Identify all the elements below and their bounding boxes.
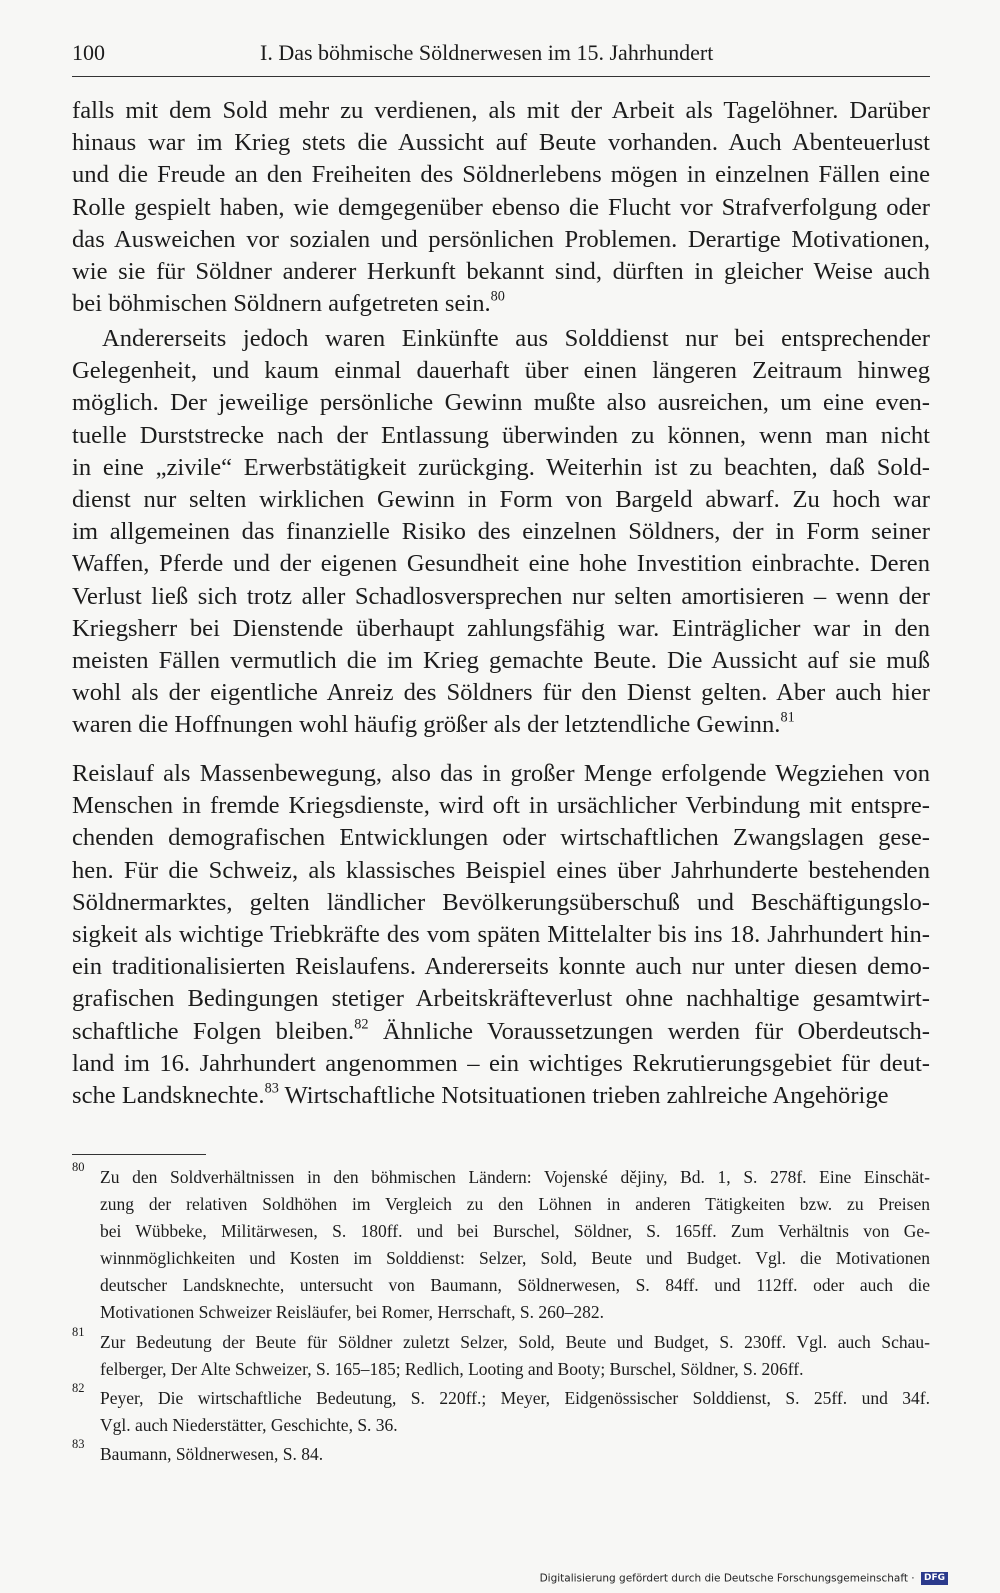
digitization-credit [540, 1572, 948, 1585]
text-line: wohl als der eigentliche Anreiz des Söldners für den Dienst gelten. Aber auch hier [72, 679, 930, 707]
footnote-line: winnmöglichkeiten und Kosten im Solddienst: Selzer, Sold, Beute und Budget. Vgl. die Motivationen [100, 1248, 930, 1268]
text-line: grafischen Bedingungen stetiger Arbeitskräfteverlust ohne nachhaltige gesamtwirt- [72, 985, 930, 1013]
text-line: schaftliche Folgen bleiben.$^{82}$ Ähnliche Voraussetzungen werden für Oberdeutsch- [72, 1015, 930, 1045]
dfg-logo: DFG [921, 1572, 948, 1585]
footnote [72, 1437, 930, 1468]
text-line: Waffen, Pferde und der eigenen Gesundheit eine hohe Investition einbrachte. Deren [72, 550, 930, 578]
text-line: sigkeit als wichtige Triebkräfte des vom späten Mittelalter bis ins 18. Jahrhundert hin- [72, 920, 930, 948]
text-line: hen. Für die Schweiz, als klassisches Beispiel eines über Jahrhunderte bestehenden [72, 856, 930, 884]
text-line: falls mit dem Sold mehr zu verdienen, als mit der Arbeit als Tagelöhner. Darüber [72, 97, 930, 124]
body-paragraph [72, 95, 930, 320]
text-line: sche Landsknechte.$^{83}$ Wirtschaftliche Notsituationen trieben zahlreiche Angehörige [72, 1080, 889, 1109]
text-line: meisten Fällen vermutlich die im Krieg gemachte Beute. Die Aussicht auf sie muß [72, 646, 930, 674]
text-line: im allgemeinen das finanzielle Risiko des einzelnen Söldners, der in Form seiner [72, 518, 930, 546]
text-line: möglich. Der jeweilige persönliche Gewinn mußte also ausreichen, um eine even- [72, 389, 930, 417]
header-rule [72, 76, 930, 77]
text-line: ein traditionalisierten Reislaufens. Andererseits konnte auch nur unter diesen demo- [72, 953, 930, 981]
footnote-line: Zu den Soldverhältnissen in den böhmischen Ländern: Vojenské dějiny, Bd. 1, S. 278f. Eine Einschät- [100, 1167, 930, 1187]
footnote-line: bei Wübbeke, Militärwesen, S. 180ff. und bei Burschel, Söldner, S. 165ff. Zum Verhältnis von Ge- [100, 1221, 930, 1241]
footnote-number: 80 [72, 1160, 85, 1174]
footnote-line: Motivationen Schweizer Reisläufer, bei Romer, Herrschaft, S. 260–282. [100, 1302, 605, 1322]
page-header [72, 40, 930, 70]
text-line: chenden demografischen Entwicklungen oder wirtschaftlichen Zwangslagen gese- [72, 824, 930, 852]
text-line: bei böhmischen Söldnern aufgetreten sein.$^{80}$ [72, 288, 505, 318]
text-line: Andererseits jedoch waren Einkünfte aus Solddienst nur bei entsprechender [102, 325, 930, 352]
text-line: waren die Hoffnungen wohl häufig größer als der letztendliche Gewinn.$^{81}$ [72, 709, 795, 739]
footnote-reference: 83 [264, 1080, 279, 1097]
text-line: und die Freude an den Freiheiten des Söldnerlebens mögen in einzelnen Fällen eine [72, 161, 930, 189]
text-line: wie sie für Söldner anderer Herkunft bekannt sind, dürften in gleicher Weise auch [72, 257, 930, 285]
text-line: Menschen in fremde Kriegsdienste, wird oft in ursächlicher Verbindung mit entspre- [72, 792, 930, 820]
footnote-line: Vgl. auch Niederstätter, Geschichte, S. 36. [100, 1415, 398, 1435]
footnote-line: Peyer, Die wirtschaftliche Bedeutung, S. 220ff.; Meyer, Eidgenössischer Solddienst, S. 25ff. und 34f. [100, 1388, 930, 1408]
footnote-line: Baumann, Söldnerwesen, S. 84. [100, 1444, 324, 1464]
text-line: Kriegsherr bei Dienstende überhaupt zahlungsfähig war. Einträglicher war in den [72, 614, 930, 642]
footnote-rule [72, 1154, 206, 1155]
footnote-number: 83 [72, 1437, 85, 1451]
footnote-line: deutscher Landsknechte, untersucht von Baumann, Söldnerwesen, S. 84ff. und 112ff. oder auch die [100, 1275, 930, 1295]
text-line: Söldnermarktes, gelten ländlicher Bevölkerungsüberschuß und Beschäftigungslo- [72, 888, 930, 916]
text-line: Rolle gespielt haben, wie demgegenüber ebenso die Flucht vor Strafverfolgung oder [72, 193, 930, 221]
footnote [72, 1160, 930, 1326]
footnote-line: Zur Bedeutung der Beute für Söldner zuletzt Selzer, Sold, Beute und Budget, S. 230ff. Vgl. auch Schau- [100, 1332, 930, 1352]
footnote-number: 82 [72, 1381, 85, 1395]
text-line: tuelle Durststrecke nach der Entlassung überwinden zu können, wenn man nicht [72, 421, 930, 449]
footnote-number: 81 [72, 1325, 85, 1339]
body-paragraph [72, 323, 930, 741]
text-line: Reislauf als Massenbewegung, also das in großer Menge erfolgende Wegziehen von [72, 760, 930, 787]
text-line: land im 16. Jahrhundert angenommen – ein wichtiges Rekrutierungsgebiet für deut- [72, 1049, 930, 1077]
text-line: in eine „zivile“ Erwerbstätigkeit zurückging. Weiterhin ist zu beachten, daß Sold- [72, 453, 930, 481]
footnote [72, 1381, 930, 1439]
page-number: 100 [72, 40, 105, 65]
text-line: hinaus war im Krieg stets die Aussicht auf Beute vorhanden. Auch Abenteuerlust [72, 129, 930, 157]
footnote-reference: 81 [780, 709, 795, 726]
credit-text: Digitalisierung gefördert durch die Deutsche Forschungsgemeinschaft · [539, 1572, 915, 1585]
text-line: das Ausweichen vor sozialen und persönlichen Problemen. Derartige Motivationen, [72, 225, 930, 253]
footnote [72, 1325, 930, 1383]
text-line: dienst nur selten wirklichen Gewinn in Form von Bargeld abwarf. Zu hoch war [72, 485, 930, 513]
footnote-reference: 82 [354, 1015, 369, 1032]
text-line: Verlust ließ sich trotz aller Schadlosversprechen nur selten amortisieren – wenn der [72, 582, 930, 610]
text-line: Gelegenheit, und kaum einmal dauerhaft über einen längeren Zeitraum hinweg [72, 357, 930, 385]
running-head: I. Das böhmische Söldnerwesen im 15. Jahrhundert [260, 40, 714, 65]
footnote-line: felberger, Der Alte Schweizer, S. 165–185; Redlich, Looting and Booty; Burschel, Söldner, S. 206ff. [100, 1359, 804, 1379]
footnote-line: zung der relativen Soldhöhen im Vergleich zu den Löhnen in anderen Tätigkeiten bzw. zu Preisen [100, 1194, 930, 1214]
body-paragraph [72, 758, 930, 1112]
footnote-reference: 80 [490, 288, 505, 305]
